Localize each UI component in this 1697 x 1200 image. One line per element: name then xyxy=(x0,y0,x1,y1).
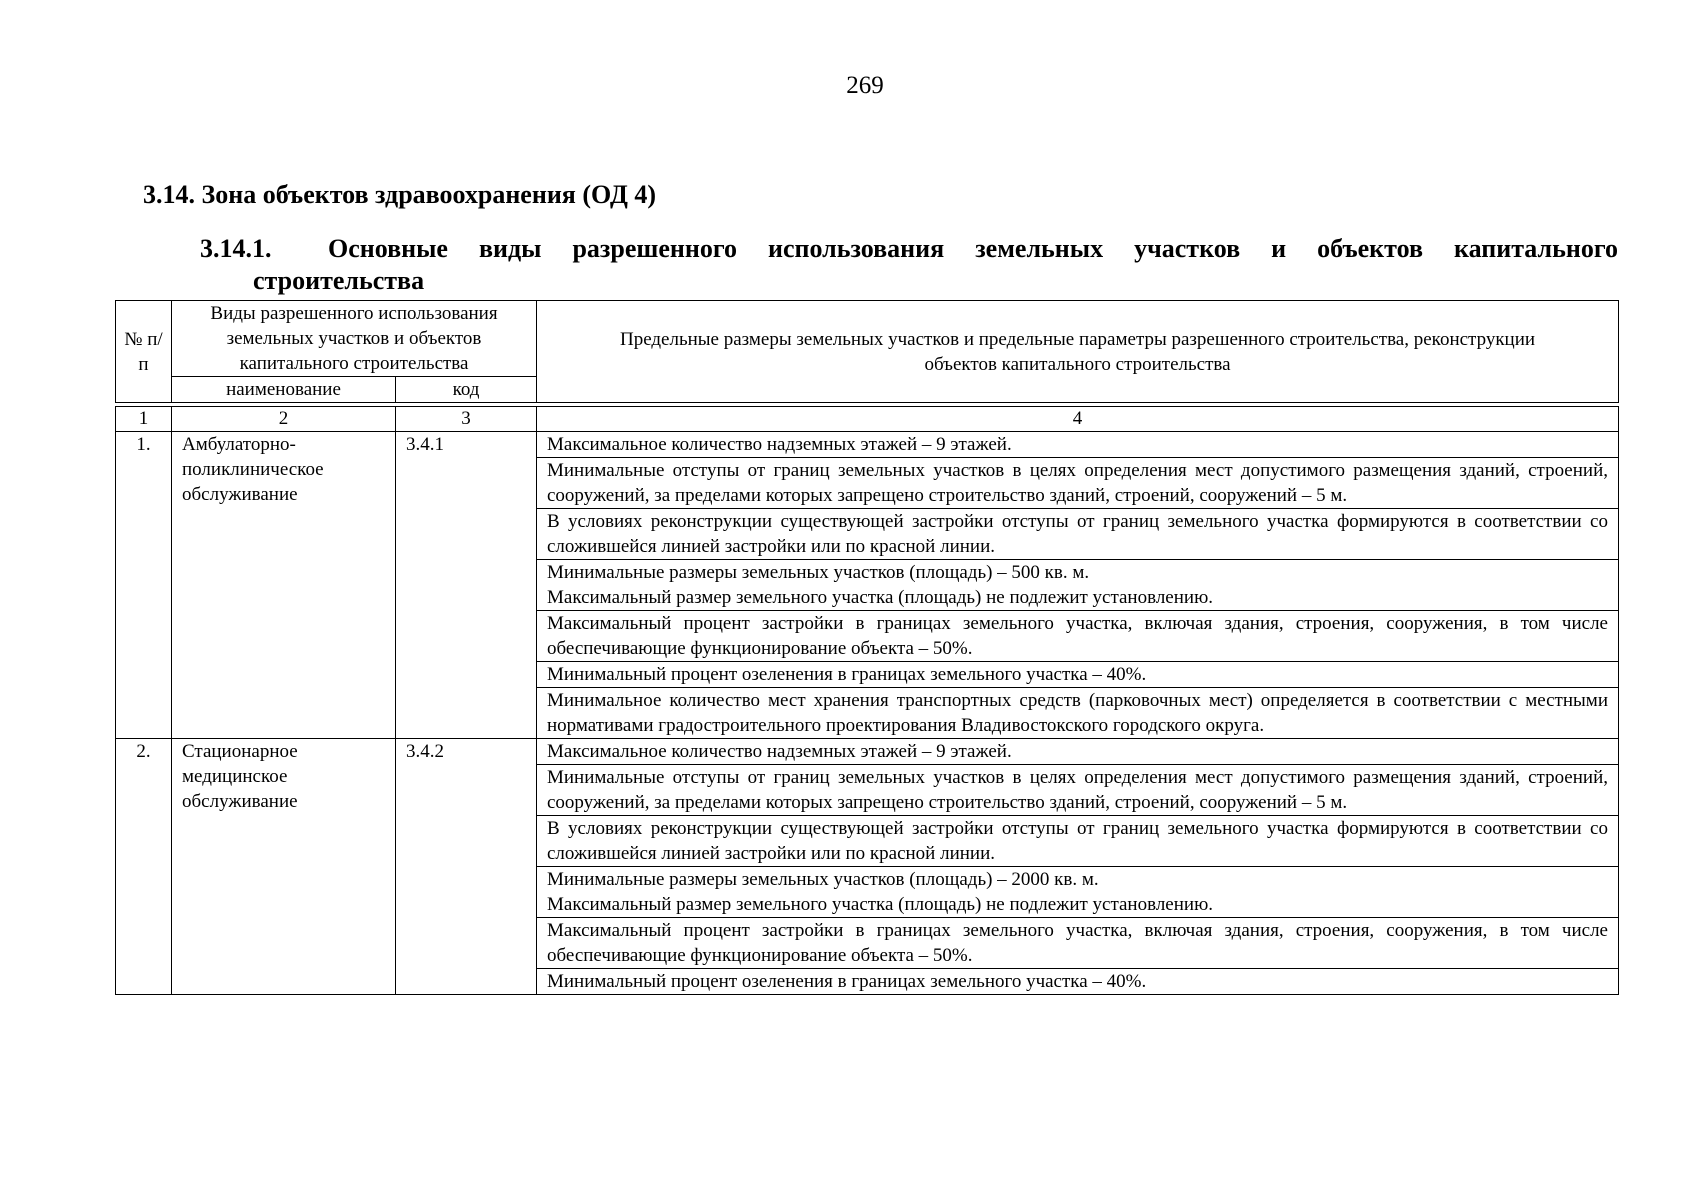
subsection-number: 3.14.1. xyxy=(200,234,272,263)
param-cell: Минимальное количество мест хранения транспортных средств (парковочных мест) определяется в соответствии с местными нормативами градостроительного проектирования Владивостокского городского округа. xyxy=(537,688,1619,739)
index-cell-4: 4 xyxy=(537,407,1619,432)
header-types: Виды разрешенного использования земельных участков и объектов капитального строительства xyxy=(172,301,537,377)
row-name: Амбулаторно-поликлиническое обслуживание xyxy=(172,432,396,739)
param-cell: Минимальный процент озеленения в границах земельного участка – 40%. xyxy=(537,662,1619,688)
row-num: 2. xyxy=(116,739,172,995)
header-name: наименование xyxy=(172,377,396,403)
section-title: 3.14. Зона объектов здравоохранения (ОД 4) xyxy=(143,180,657,209)
param-cell: В условиях реконструкции существующей застройки отступы от границ земельного участка формируются в соответствии со сложившейся линией застройки или по красной линии. xyxy=(537,509,1619,560)
param-cell: Максимальное количество надземных этажей – 9 этажей. xyxy=(537,739,1619,765)
param-cell: Минимальные отступы от границ земельных участков в целях определения мест допустимого размещения зданий, строений, сооружений, за пределами которых запрещено строительство зданий, строений, сооружений – 5 м. xyxy=(537,765,1619,816)
row-name: Стационарное медицинское обслуживание xyxy=(172,739,396,995)
table-header xyxy=(115,300,1619,403)
param-line: Максимальный размер земельного участка (площадь) не подлежит установлению. xyxy=(547,587,1214,608)
subsection-title xyxy=(200,233,1618,297)
param-cell: Максимальное количество надземных этажей – 9 этажей. xyxy=(537,432,1619,458)
param-line: Минимальные размеры земельных участков (площадь) – 2000 кв. м. xyxy=(547,869,1099,890)
index-cell-1: 1 xyxy=(116,407,172,432)
header-num: № п/п xyxy=(116,301,172,403)
param-cell: Минимальный процент озеленения в границах земельного участка – 40%. xyxy=(537,969,1619,995)
subsection-title-text: Основные виды разрешенного использования земельных участков и объектов капитального xyxy=(328,234,1618,263)
param-cell xyxy=(537,867,1619,918)
param-cell: Максимальный процент застройки в границах земельного участка, включая здания, строения, сооружения, в том числе обеспечивающие функционирование объекта – 50%. xyxy=(537,611,1619,662)
page-number: 269 xyxy=(846,72,884,99)
table-row xyxy=(116,739,1619,765)
param-cell: Максимальный процент застройки в границах земельного участка, включая здания, строения, сооружения, в том числе обеспечивающие функционирование объекта – 50%. xyxy=(537,918,1619,969)
row-num: 1. xyxy=(116,432,172,739)
param-line: Максимальный размер земельного участка (площадь) не подлежит установлению. xyxy=(547,894,1214,915)
row-code: 3.4.1 xyxy=(396,432,537,739)
table-row xyxy=(116,432,1619,458)
table-body xyxy=(115,406,1619,995)
header-params: Предельные размеры земельных участков и предельные параметры разрешенного строительства, реконструкции объектов капитального строительства xyxy=(537,301,1619,403)
row-code: 3.4.2 xyxy=(396,739,537,995)
param-cell: Минимальные отступы от границ земельных участков в целях определения мест допустимого размещения зданий, строений, сооружений, за пределами которых запрещено строительство зданий, строений, сооружений – 5 м. xyxy=(537,458,1619,509)
param-cell: В условиях реконструкции существующей застройки отступы от границ земельного участка формируются в соответствии со сложившейся линией застройки или по красной линии. xyxy=(537,816,1619,867)
param-line: Минимальные размеры земельных участков (площадь) – 500 кв. м. xyxy=(547,562,1090,583)
index-cell-3: 3 xyxy=(396,407,537,432)
index-cell-2: 2 xyxy=(172,407,396,432)
subsection-title-line2: строительства xyxy=(253,266,425,295)
subsection-title-line1 xyxy=(200,233,1618,265)
param-cell xyxy=(537,560,1619,611)
header-code: код xyxy=(396,377,537,403)
